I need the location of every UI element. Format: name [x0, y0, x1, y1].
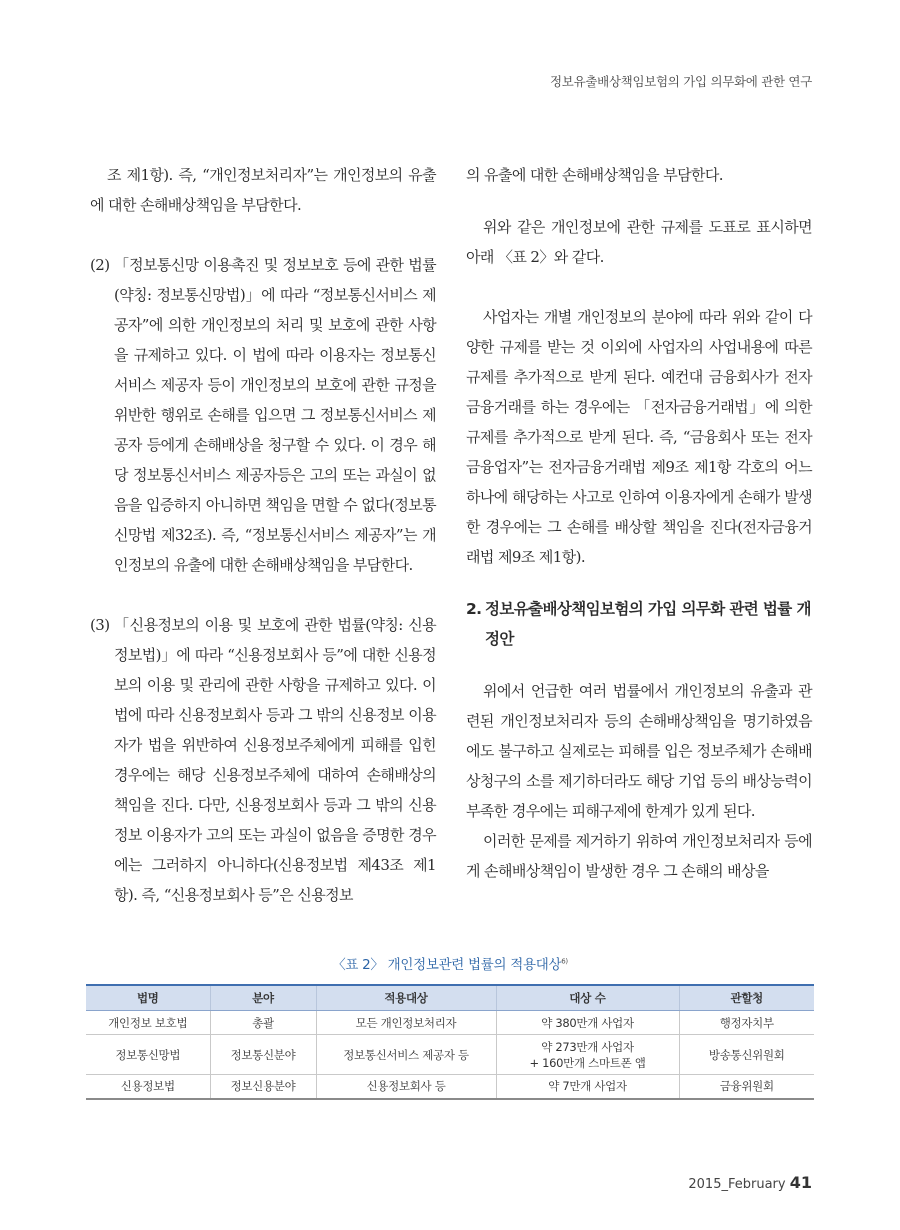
cell-target: 모든 개인정보처리자	[316, 1011, 496, 1035]
cell-law: 정보통신망법	[86, 1035, 210, 1075]
list-item-text: 「정보통신망 이용촉진 및 정보보호 등에 관한 법률(약칭: 정보통신망법)」에 따라 “정보통신서비스 제공자”에 의한 개인정보의 처리 및 보호에 관한 사항을 규제하고 있다. 이 법에 따라 이용자는 정보통신서비스 제공자 등이 개인정보의 보호에 관한 규정을 위반한 행위로 손해를 입으면 그 정보통신서비스 제공자 등에게 손해배상을 청구할 수 있다. 이 경우 해당 정보통신서비스 제공자등은 고의 또는 과실이 없음을 입증하지 아니하면 책임을 면할 수 없다(정보통신망법 제32조). 즉, “정보통신서비스 제공자”는 개인정보의 유출에 대한 손해배상책임을 부담한다.	[114, 256, 436, 574]
cell-authority: 방송통신위원회	[679, 1035, 814, 1075]
regulation-table	[86, 984, 814, 1100]
cell-count: 약 380만개 사업자	[496, 1011, 679, 1035]
table-caption	[0, 953, 900, 973]
header-cell-law: 법명	[86, 985, 210, 1011]
table-header-row	[86, 985, 814, 1011]
running-title: 정보유출배상책임보험의 가입 의무화에 관한 연구	[550, 74, 812, 89]
left-column	[90, 160, 436, 910]
footnote-marker: 6)	[561, 957, 568, 966]
cell-count: 약 7만개 사업자	[496, 1075, 679, 1099]
cell-count-line: + 160만개 스마트폰 앱	[529, 1055, 646, 1070]
header-cell-target: 적용대상	[316, 985, 496, 1011]
section-heading	[466, 594, 812, 654]
paragraph-continuation: 조 제1항). 즉, “개인정보처리자”는 개인정보의 유출에 대한 손해배상책임을 부담한다.	[90, 166, 436, 214]
cell-authority: 행정자치부	[679, 1011, 814, 1035]
cell-target: 신용정보회사 등	[316, 1075, 496, 1099]
cell-law: 신용정보법	[86, 1075, 210, 1099]
issue-label: 2015_February	[688, 1177, 786, 1192]
section-title: 정보유출배상책임보험의 가입 의무화 관련 법률 개정안	[485, 600, 811, 648]
list-item-number: (2)	[90, 256, 110, 274]
paragraph-problem: 이러한 문제를 제거하기 위하여 개인정보처리자 등에게 손해배상책임이 발생한 경우 그 손해의 배상을	[466, 832, 812, 880]
header-cell-field: 분야	[210, 985, 316, 1011]
header-cell-authority: 관할청	[679, 985, 814, 1011]
table-row	[86, 1075, 814, 1099]
cell-target: 정보통신서비스 제공자 등	[316, 1035, 496, 1075]
table-row	[86, 1035, 814, 1075]
cell-authority: 금융위원회	[679, 1075, 814, 1099]
cell-count-line: 약 273만개 사업자	[541, 1039, 634, 1054]
list-item-3	[90, 610, 436, 910]
list-item-2	[90, 250, 436, 580]
paragraph-table-reference: 위와 같은 개인정보에 관한 규제를 도표로 표시하면 아래 〈표 2〉와 같다.	[466, 218, 812, 266]
right-column	[466, 160, 812, 886]
list-item-text: 「신용정보의 이용 및 보호에 관한 법률(약칭: 신용정보법)」에 따라 “신용정보회사 등”에 대한 신용정보의 이용 및 관리에 관한 사항을 규제하고 있다. 이 법에 따라 신용정보회사 등과 그 밖의 신용정보 이용자가 법을 위반하여 신용정보주체에게 피해를 입힌 경우에는 해당 신용정보주체에 대하여 손해배상의 책임을 진다. 다만, 신용정보회사 등과 그 밖의 신용정보 이용자가 고의 또는 과실이 없음을 증명한 경우에는 그러하지 아니하다(신용정보법 제43조 제1항). 즉, “신용정보회사 등”은 신용정보	[114, 616, 436, 904]
cell-field: 정보신용분야	[210, 1075, 316, 1099]
section-number: 2.	[466, 600, 482, 618]
paragraph-continuation: 의 유출에 대한 손해배상책임을 부담한다.	[466, 166, 723, 184]
table-caption-text: 〈표 2〉 개인정보관련 법률의 적용대상	[332, 957, 562, 973]
paragraph-laws: 위에서 언급한 여러 법률에서 개인정보의 유출과 관련된 개인정보처리자 등의 손해배상책임을 명기하였음에도 불구하고 실제로는 피해를 입은 정보주체가 손해배상청구의 소를 제기하더라도 해당 기업 등의 배상능력이 부족한 경우에는 피해구제에 한계가 있게 된다.	[466, 682, 812, 820]
table-row	[86, 1011, 814, 1035]
header-cell-count: 대상 수	[496, 985, 679, 1011]
cell-count	[496, 1035, 679, 1075]
list-item-number: (3)	[90, 616, 110, 634]
cell-field: 총괄	[210, 1011, 316, 1035]
page-number: 41	[789, 1173, 812, 1192]
page-footer	[688, 1173, 812, 1192]
cell-field: 정보통신분야	[210, 1035, 316, 1075]
paragraph-business-regulation: 사업자는 개별 개인정보의 분야에 따라 위와 같이 다양한 규제를 받는 것 이외에 사업자의 사업내용에 따른 규제를 추가적으로 받게 된다. 예컨대 금융회사가 전자금융거래를 하는 경우에는 「전자금융거래법」에 의한 규제를 추가적으로 받게 된다. 즉, “금융회사 또는 전자금융업자”는 전자금융거래법 제9조 제1항 각호의 어느 하나에 해당하는 사고로 인하여 이용자에게 손해가 발생한 경우에는 그 손해를 배상할 책임을 진다(전자금융거래법 제9조 제1항).	[466, 308, 812, 566]
cell-law: 개인정보 보호법	[86, 1011, 210, 1035]
